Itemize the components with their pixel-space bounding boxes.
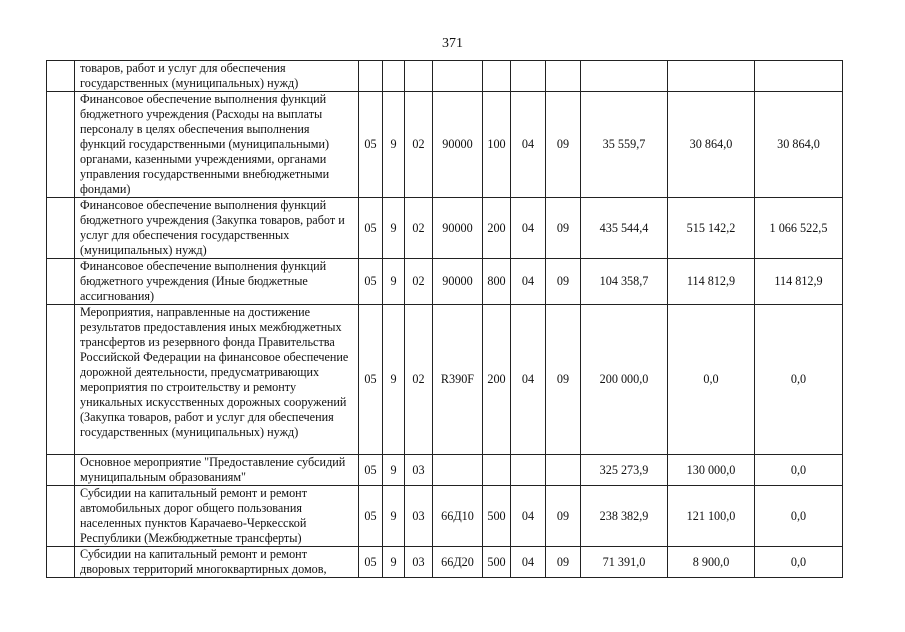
expense-type-code-cell: 200 (483, 198, 511, 259)
section-code-cell: 05 (359, 305, 383, 455)
amount-year-3-cell: 0,0 (755, 486, 843, 547)
row-number-cell (47, 198, 75, 259)
amount-year-2-cell: 515 142,2 (668, 198, 755, 259)
expense-type-code-cell (483, 61, 511, 92)
amount-year-2-cell: 0,0 (668, 305, 755, 455)
amount-year-1-cell: 238 382,9 (581, 486, 668, 547)
subchapter-code-cell: 09 (546, 198, 581, 259)
subchapter-code-cell: 09 (546, 305, 581, 455)
row-number-cell (47, 455, 75, 486)
amount-year-1-cell: 71 391,0 (581, 547, 668, 578)
row-number-cell (47, 61, 75, 92)
table-row (47, 61, 843, 92)
expense-type-code-cell: 200 (483, 305, 511, 455)
program-code-cell: 02 (405, 92, 433, 198)
table-row (47, 547, 843, 578)
expense-type-code-cell: 800 (483, 259, 511, 305)
item-code-cell: 66Д20 (433, 547, 483, 578)
chapter-code-cell (511, 455, 546, 486)
amount-year-1-cell: 435 544,4 (581, 198, 668, 259)
amount-year-3-cell: 1 066 522,5 (755, 198, 843, 259)
description-cell: Финансовое обеспечение выполнения функций бюджетного учреждения (Иные бюджетные ассигнования) (75, 259, 359, 305)
section-code-cell: 05 (359, 259, 383, 305)
program-code-cell: 03 (405, 486, 433, 547)
subsection-code-cell: 9 (383, 455, 405, 486)
table-body (47, 61, 843, 578)
subchapter-code-cell: 09 (546, 92, 581, 198)
section-code-cell: 05 (359, 547, 383, 578)
table-row (47, 486, 843, 547)
row-number-cell (47, 305, 75, 455)
amount-year-3-cell: 114 812,9 (755, 259, 843, 305)
subchapter-code-cell (546, 61, 581, 92)
page-number: 371 (442, 36, 463, 51)
description-cell: Финансовое обеспечение выполнения функций бюджетного учреждения (Расходы на выплаты персоналу в целях обеспечения выполнения функций государственными (муниципальными) органами, казенными учреждениями, органами управления государственными внебюджетными фондами) (75, 92, 359, 198)
table-row (47, 455, 843, 486)
subchapter-code-cell (546, 455, 581, 486)
amount-year-3-cell: 0,0 (755, 547, 843, 578)
item-code-cell: 90000 (433, 92, 483, 198)
row-number-cell (47, 486, 75, 547)
expense-type-code-cell: 500 (483, 547, 511, 578)
amount-year-2-cell: 121 100,0 (668, 486, 755, 547)
expense-type-code-cell: 500 (483, 486, 511, 547)
subchapter-code-cell: 09 (546, 547, 581, 578)
expense-type-code-cell: 100 (483, 92, 511, 198)
amount-year-1-cell: 104 358,7 (581, 259, 668, 305)
subsection-code-cell: 9 (383, 547, 405, 578)
item-code-cell (433, 61, 483, 92)
row-number-cell (47, 547, 75, 578)
item-code-cell: R390F (433, 305, 483, 455)
amount-year-2-cell: 8 900,0 (668, 547, 755, 578)
description-cell: Мероприятия, направленные на достижение результатов предоставления иных межбюджетных трансфертов из резервного фонда Правительства Российской Федерации на финансовое обеспечение дорожной деятельности, предусматривающих мероприятия по строительству и ремонту уникальных искусственных дорожных сооружений (Закупка товаров, работ и услуг для обеспечения государственных (муниципальных) нужд) (75, 305, 359, 455)
table-row (47, 92, 843, 198)
subsection-code-cell: 9 (383, 305, 405, 455)
chapter-code-cell (511, 61, 546, 92)
amount-year-3-cell: 0,0 (755, 305, 843, 455)
section-code-cell: 05 (359, 92, 383, 198)
item-code-cell: 66Д10 (433, 486, 483, 547)
chapter-code-cell: 04 (511, 486, 546, 547)
subsection-code-cell: 9 (383, 198, 405, 259)
program-code-cell: 02 (405, 198, 433, 259)
section-code-cell: 05 (359, 198, 383, 259)
description-cell: Финансовое обеспечение выполнения функций бюджетного учреждения (Закупка товаров, работ и услуг для обеспечения государственных (муниципальных) нужд) (75, 198, 359, 259)
subsection-code-cell: 9 (383, 259, 405, 305)
amount-year-2-cell: 130 000,0 (668, 455, 755, 486)
amount-year-3-cell (755, 61, 843, 92)
chapter-code-cell: 04 (511, 259, 546, 305)
section-code-cell: 05 (359, 486, 383, 547)
chapter-code-cell: 04 (511, 198, 546, 259)
table-row (47, 305, 843, 455)
item-code-cell: 90000 (433, 198, 483, 259)
chapter-code-cell: 04 (511, 305, 546, 455)
description-cell: Основное мероприятие "Предоставление субсидий муниципальным образованиям" (75, 455, 359, 486)
amount-year-2-cell: 114 812,9 (668, 259, 755, 305)
row-number-cell (47, 259, 75, 305)
subchapter-code-cell: 09 (546, 259, 581, 305)
program-code-cell: 03 (405, 455, 433, 486)
chapter-code-cell: 04 (511, 547, 546, 578)
amount-year-2-cell (668, 61, 755, 92)
amount-year-2-cell: 30 864,0 (668, 92, 755, 198)
description-cell: Субсидии на капитальный ремонт и ремонт автомобильных дорог общего пользования населенных пунктов Карачаево-Черкесской Республики (Межбюджетные трансферты) (75, 486, 359, 547)
program-code-cell: 02 (405, 259, 433, 305)
subsection-code-cell: 9 (383, 486, 405, 547)
program-code-cell (405, 61, 433, 92)
row-number-cell (47, 92, 75, 198)
section-code-cell (359, 61, 383, 92)
chapter-code-cell: 04 (511, 92, 546, 198)
program-code-cell: 02 (405, 305, 433, 455)
description-cell: Субсидии на капитальный ремонт и ремонт дворовых территорий многоквартирных домов, (75, 547, 359, 578)
item-code-cell: 90000 (433, 259, 483, 305)
amount-year-1-cell: 35 559,7 (581, 92, 668, 198)
subsection-code-cell: 9 (383, 92, 405, 198)
section-code-cell: 05 (359, 455, 383, 486)
budget-table (46, 60, 843, 578)
description-cell: товаров, работ и услуг для обеспечения государственных (муниципальных) нужд) (75, 61, 359, 92)
subchapter-code-cell: 09 (546, 486, 581, 547)
program-code-cell: 03 (405, 547, 433, 578)
amount-year-3-cell: 30 864,0 (755, 92, 843, 198)
table-row (47, 259, 843, 305)
amount-year-1-cell (581, 61, 668, 92)
item-code-cell (433, 455, 483, 486)
amount-year-1-cell: 200 000,0 (581, 305, 668, 455)
expense-type-code-cell (483, 455, 511, 486)
table-row (47, 198, 843, 259)
subsection-code-cell (383, 61, 405, 92)
amount-year-3-cell: 0,0 (755, 455, 843, 486)
amount-year-1-cell: 325 273,9 (581, 455, 668, 486)
